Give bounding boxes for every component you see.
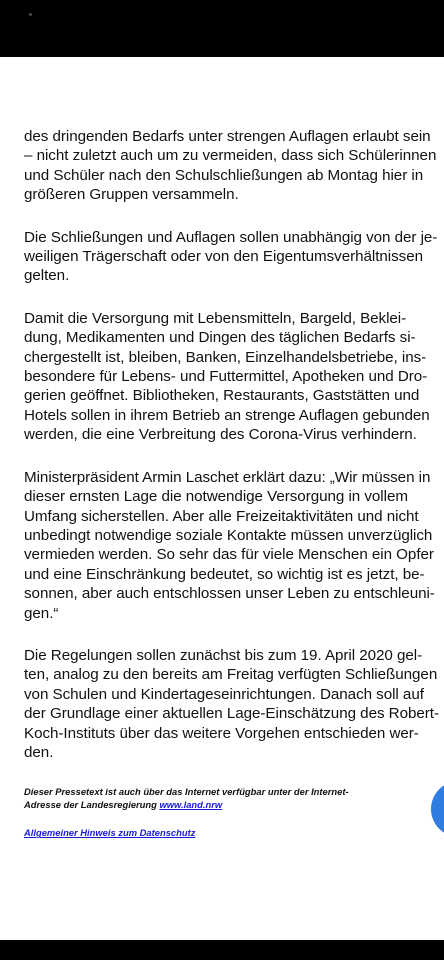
- paragraph-line: größeren Gruppen versammeln.: [24, 186, 239, 204]
- document-body: [24, 127, 439, 839]
- paragraph-line: gelten.: [24, 267, 70, 285]
- note-line-2: [24, 798, 432, 811]
- paragraph-line: und Schüler nach den Schulschließungen ab Montag hier in: [24, 166, 424, 184]
- paragraph-line: – nicht zuletzt auch um zu vermeiden, dass sich Schülerinnen: [24, 147, 437, 165]
- press-text-note: [24, 785, 432, 811]
- paragraph-line: Die Schließungen und Auflagen sollen unabhängig von der je-: [24, 228, 438, 246]
- status-dot-icon: [29, 13, 32, 16]
- privacy-notice: [24, 826, 432, 839]
- paragraph-line: dung, Medikamenten und Dingen des täglichen Bedarfs si-: [24, 329, 416, 347]
- paragraph-line: der Grundlage einer aktuellen Lage-Einschätzung des Robert-: [24, 705, 439, 723]
- paragraph-line: ten, analog zu den bereits am Freitag verfügten Schließungen: [24, 666, 438, 684]
- paragraph-line: den.: [24, 743, 54, 761]
- note-line-1: Dieser Pressetext ist auch über das Internet verfügbar unter der Internet-: [24, 786, 349, 798]
- paragraph-line: Koch-Instituts über das weitere Vorgehen entschieden wer-: [24, 724, 419, 742]
- paragraph-5: [24, 646, 439, 762]
- paragraphs: [24, 127, 439, 762]
- paragraph-line: chergestellt ist, bleiben, Banken, Einzelhandelsbetriebe, ins-: [24, 348, 427, 366]
- paragraph-4: [24, 468, 435, 623]
- paragraph-line: weiligen Trägerschaft oder von den Eigentumsverhältnissen: [24, 248, 424, 266]
- paragraph-line: und eine Einschränkung bedeutet, so wichtig ist es jetzt, be-: [24, 565, 425, 583]
- paragraph-line: Umfang sicherstellen. Aber alle Freizeitaktivitäten und nicht: [24, 507, 419, 525]
- paragraph-line: gen.“: [24, 604, 59, 622]
- paragraph-3: [24, 309, 432, 445]
- paragraph-line: vermieden werden. So sehr das für viele Menschen ein Opfer: [24, 546, 434, 564]
- paragraph-2: [24, 228, 438, 286]
- paragraph-line: Hotels sollen in ihrem Betrieb an strenge Auflagen gebunden: [24, 406, 430, 424]
- paragraph-line: sonnen, aber auch entschlossen unser Leben zu entschleuni-: [24, 585, 435, 603]
- floating-action-button[interactable]: [431, 781, 444, 837]
- note-line-2-text: Adresse der Landesregierung: [24, 799, 160, 811]
- paragraph-line: gerien geöffnet. Bibliotheken, Restaurants, Gaststätten und: [24, 387, 420, 405]
- navigation-bar: [0, 940, 444, 960]
- paragraph-line: des dringenden Bedarfs unter strengen Auflagen erlaubt sein: [24, 128, 431, 145]
- paragraph-line: Die Regelungen sollen zunächst bis zum 19. April 2020 gel-: [24, 646, 423, 664]
- paragraph-line: Damit die Versorgung mit Lebensmitteln, Bargeld, Beklei-: [24, 309, 407, 327]
- paragraph-line: Ministerpräsident Armin Laschet erklärt dazu: „Wir müssen in: [24, 468, 431, 486]
- status-bar: [0, 0, 444, 57]
- paragraph-line: dieser ernsten Lage die notwendige Versorgung in vollem: [24, 488, 408, 506]
- paragraph-line: unbedingt notwendige soziale Kontakte müssen unverzüglich: [24, 526, 433, 544]
- paragraph-line: werden, die eine Verbreitung des Corona-Virus verhindern.: [24, 426, 417, 444]
- paragraph-line: von Schulen und Kindertageseinrichtungen. Danach soll auf: [24, 685, 424, 703]
- paragraph-line: besondere für Lebens- und Futtermittel, Apotheken und Dro-: [24, 368, 428, 386]
- land-nrw-link[interactable]: www.land.nrw: [159, 799, 223, 811]
- privacy-link[interactable]: Allgemeiner Hinweis zum Datenschutz: [24, 827, 196, 839]
- paragraph-1: [24, 127, 437, 205]
